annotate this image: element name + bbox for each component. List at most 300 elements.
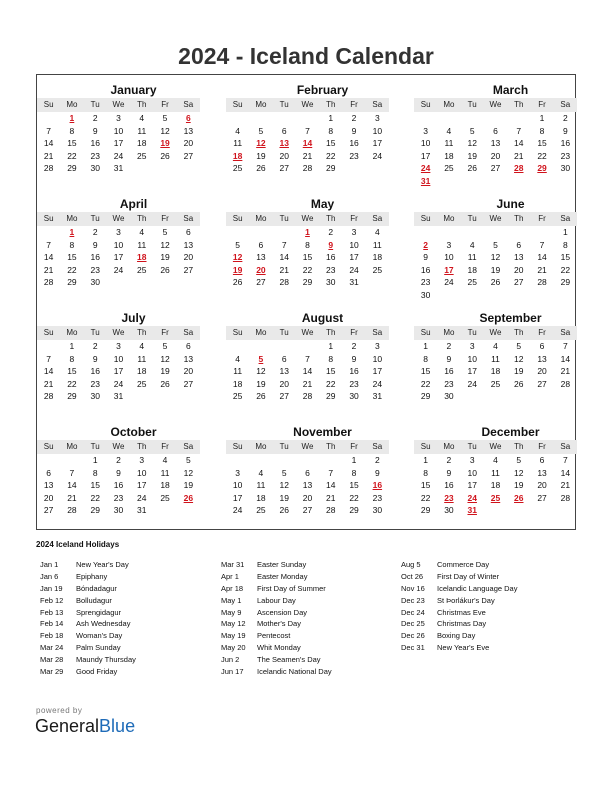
day-cell: 22	[302, 264, 313, 275]
day-cell: 3	[374, 113, 380, 123]
weekday-label: Mo	[66, 100, 78, 109]
empty-cell	[153, 390, 176, 403]
empty-cell	[507, 175, 530, 188]
week-row	[414, 162, 577, 175]
day-cell: 13	[537, 353, 547, 364]
day-cell: 22	[67, 378, 77, 389]
weekday-label: Su	[232, 442, 243, 451]
day-cell: 30	[90, 277, 100, 287]
day-cell: 22	[560, 264, 571, 275]
month-march	[414, 83, 577, 187]
day-cell: 21	[514, 150, 524, 161]
empty-cell	[249, 340, 272, 353]
empty-cell	[461, 390, 484, 403]
week-row	[226, 276, 389, 289]
day-cell: 28	[279, 277, 289, 287]
holiday-date: Aug 5	[401, 560, 421, 569]
holiday-name: Maundy Thursday	[76, 655, 136, 665]
day-cell: 28	[302, 163, 313, 173]
empty-cell	[130, 390, 153, 403]
day-cell: 27	[537, 492, 547, 503]
weekday-label: Fr	[538, 442, 546, 451]
day-cell: 27	[279, 391, 289, 401]
holiday-item	[401, 559, 517, 571]
week-row	[226, 378, 389, 391]
day-cell: 12	[232, 252, 243, 262]
day-cell: 18	[137, 252, 147, 262]
day-cell: 24	[420, 163, 431, 173]
day-cell: 1	[539, 113, 545, 123]
week-row	[226, 479, 389, 492]
day-cell: 8	[562, 239, 568, 250]
weekday-label: Mo	[443, 328, 455, 337]
month-name: May	[310, 197, 335, 211]
holiday-date: Feb 18	[40, 631, 64, 641]
day-cell: 29	[349, 505, 359, 515]
week-row	[37, 504, 200, 517]
week-row	[37, 479, 200, 492]
holiday-item	[40, 642, 136, 654]
day-cell: 6	[258, 239, 264, 250]
day-cell: 9	[92, 125, 98, 136]
weekday-label: Th	[514, 328, 524, 337]
weekday-label: Tu	[467, 328, 477, 337]
day-cell: 13	[490, 138, 501, 148]
weekday-label: Su	[43, 100, 54, 109]
day-cell: 16	[444, 366, 454, 376]
day-cell: 26	[183, 492, 194, 503]
week-row	[37, 378, 200, 391]
day-cell: 31	[349, 277, 359, 287]
day-cell: 14	[67, 480, 77, 490]
weekday-label: Th	[137, 442, 147, 451]
week-row	[226, 137, 389, 150]
holiday-date: May 12	[221, 619, 246, 629]
day-cell: 19	[514, 480, 524, 490]
weekday-label: We	[301, 442, 314, 451]
day-cell: 20	[514, 264, 524, 275]
day-cell: 20	[183, 366, 194, 376]
holiday-item	[40, 571, 136, 583]
week-row	[37, 264, 200, 277]
day-cell: 21	[279, 264, 289, 275]
day-cell: 17	[232, 492, 243, 503]
day-cell: 19	[183, 480, 194, 490]
weekday-label: Mo	[255, 100, 267, 109]
day-cell: 15	[420, 480, 431, 490]
day-cell: 5	[258, 353, 264, 364]
day-cell: 21	[302, 150, 313, 161]
empty-cell	[554, 504, 577, 517]
day-cell: 28	[43, 163, 54, 173]
day-cell: 17	[137, 480, 147, 490]
day-cell: 14	[43, 252, 54, 262]
day-cell: 4	[235, 125, 240, 136]
holiday-item	[221, 595, 332, 607]
week-row	[414, 112, 577, 125]
day-cell: 25	[444, 163, 454, 173]
day-cell: 17	[467, 366, 477, 376]
weekday-label: Mo	[66, 214, 78, 223]
day-cell: 19	[490, 264, 501, 275]
holiday-date: May 19	[221, 631, 246, 641]
empty-cell	[37, 340, 60, 353]
day-cell: 29	[326, 391, 336, 401]
day-cell: 28	[302, 391, 313, 401]
weekday-label: Sa	[560, 442, 571, 451]
day-cell: 25	[490, 492, 501, 503]
holiday-name: New Year's Day	[76, 560, 129, 569]
week-row	[37, 125, 200, 138]
month-name: April	[119, 197, 148, 211]
day-cell: 13	[514, 252, 524, 262]
week-row	[414, 492, 577, 505]
week-row	[226, 365, 389, 378]
weekday-label: Fr	[350, 442, 358, 451]
day-cell: 4	[374, 227, 380, 237]
empty-cell	[484, 390, 507, 403]
day-cell: 16	[420, 264, 431, 275]
day-cell: 1	[328, 341, 334, 351]
day-cell: 21	[560, 366, 571, 376]
weekday-header	[37, 326, 200, 340]
day-cell: 25	[490, 378, 501, 389]
day-cell: 21	[43, 378, 54, 389]
empty-cell	[554, 289, 577, 302]
brand-blue: Blue	[99, 716, 136, 736]
weekday-label: We	[301, 100, 314, 109]
day-cell: 27	[302, 505, 313, 515]
week-row	[414, 365, 577, 378]
day-cell: 20	[183, 252, 194, 262]
weekday-label: We	[301, 328, 314, 337]
day-cell: 23	[444, 378, 454, 389]
weekday-label: Th	[326, 442, 336, 451]
weekday-header	[226, 212, 389, 226]
day-cell: 6	[305, 467, 310, 478]
day-cell: 7	[562, 455, 568, 465]
day-cell: 3	[351, 227, 357, 237]
holiday-name: Mother's Day	[257, 619, 301, 629]
day-cell: 28	[43, 391, 54, 401]
month-november	[226, 425, 389, 517]
empty-cell	[226, 454, 249, 467]
day-cell: 31	[420, 175, 431, 186]
day-cell: 11	[233, 366, 243, 376]
day-cell: 11	[160, 467, 170, 478]
day-cell: 6	[185, 113, 191, 123]
day-cell: 21	[537, 264, 547, 275]
week-row	[414, 289, 577, 302]
day-cell: 10	[467, 467, 477, 478]
week-row	[414, 454, 577, 467]
holiday-name: Christmas Day	[437, 619, 487, 629]
empty-cell	[296, 454, 319, 467]
day-cell: 15	[67, 366, 77, 376]
weekday-label: We	[489, 442, 502, 451]
weekday-header	[37, 212, 200, 226]
empty-cell	[37, 112, 60, 125]
empty-cell	[249, 454, 272, 467]
day-cell: 24	[232, 505, 243, 515]
weekday-header	[226, 440, 389, 454]
day-cell: 18	[232, 378, 243, 389]
day-cell: 10	[113, 353, 124, 364]
day-cell: 3	[235, 467, 240, 478]
empty-cell	[507, 112, 530, 125]
day-cell: 25	[137, 378, 147, 389]
day-cell: 6	[493, 125, 498, 136]
empty-cell	[461, 112, 484, 125]
day-cell: 15	[326, 366, 336, 376]
holiday-item	[221, 559, 332, 571]
weekday-label: Su	[43, 328, 54, 337]
holiday-date: Mar 31	[221, 560, 245, 569]
day-cell: 19	[160, 366, 170, 376]
holiday-name: Bolludagur	[76, 595, 112, 605]
day-cell: 4	[493, 455, 498, 465]
holiday-item	[401, 607, 517, 619]
empty-cell	[177, 162, 200, 175]
day-cell: 11	[372, 239, 382, 250]
day-cell: 20	[302, 492, 313, 503]
day-cell: 20	[537, 366, 547, 376]
holiday-date: Dec 31	[401, 643, 425, 653]
day-cell: 16	[349, 366, 359, 376]
day-cell: 5	[281, 467, 287, 478]
day-cell: 19	[279, 492, 289, 503]
day-cell: 1	[69, 113, 75, 123]
weekday-header	[414, 440, 577, 454]
day-cell: 2	[446, 455, 452, 465]
day-cell: 20	[183, 138, 194, 148]
day-cell: 9	[328, 239, 334, 250]
weekday-label: Mo	[255, 214, 267, 223]
holiday-name: Bóndadagur	[76, 583, 117, 593]
day-cell: 8	[423, 467, 428, 478]
weekday-label: Fr	[350, 100, 358, 109]
day-cell: 21	[67, 492, 77, 503]
holiday-item	[40, 559, 136, 571]
empty-cell	[554, 175, 577, 188]
day-cell: 26	[256, 163, 266, 173]
empty-cell	[130, 276, 153, 289]
holiday-item	[221, 607, 332, 619]
weekday-header	[414, 98, 577, 112]
day-cell: 18	[372, 252, 383, 262]
week-row	[226, 251, 389, 264]
day-cell: 29	[67, 277, 77, 287]
weekday-label: Mo	[255, 328, 267, 337]
month-february	[226, 83, 389, 175]
day-cell: 8	[328, 125, 334, 136]
day-cell: 4	[139, 341, 145, 351]
day-cell: 4	[446, 125, 452, 136]
day-cell: 23	[560, 150, 571, 161]
day-cell: 30	[420, 289, 431, 300]
weekday-label: Sa	[560, 100, 571, 109]
holiday-item	[40, 618, 136, 630]
day-cell: 26	[256, 391, 266, 401]
day-cell: 25	[467, 277, 477, 287]
weekday-label: Th	[137, 214, 147, 223]
holiday-item	[221, 666, 332, 678]
weekday-label: Fr	[161, 442, 169, 451]
day-cell: 16	[560, 138, 571, 148]
weekday-label: Fr	[538, 328, 546, 337]
day-cell: 27	[537, 378, 547, 389]
weekday-label: Sa	[183, 328, 194, 337]
day-cell: 3	[116, 341, 121, 351]
day-cell: 21	[560, 480, 571, 490]
day-cell: 25	[137, 264, 147, 275]
empty-cell	[153, 504, 176, 517]
day-cell: 17	[113, 366, 124, 376]
day-cell: 26	[514, 492, 524, 503]
day-cell: 4	[493, 341, 498, 351]
day-cell: 8	[305, 239, 310, 250]
empty-cell	[461, 175, 484, 188]
weekday-label: Th	[326, 214, 336, 223]
day-cell: 12	[279, 480, 289, 490]
day-cell: 7	[516, 125, 522, 136]
day-cell: 11	[467, 252, 477, 262]
day-cell: 9	[446, 353, 452, 364]
day-cell: 20	[256, 264, 266, 275]
month-january	[37, 83, 200, 175]
day-cell: 29	[560, 277, 571, 287]
day-cell: 5	[162, 341, 168, 351]
day-cell: 23	[420, 277, 431, 287]
day-cell: 1	[305, 227, 310, 237]
day-cell: 15	[67, 138, 77, 148]
empty-cell	[153, 162, 176, 175]
day-cell: 30	[90, 163, 100, 173]
day-cell: 14	[302, 138, 313, 148]
day-cell: 26	[160, 150, 170, 161]
weekday-label: Th	[514, 214, 524, 223]
day-cell: 30	[113, 505, 124, 515]
day-cell: 11	[137, 353, 147, 364]
day-cell: 12	[467, 138, 477, 148]
day-cell: 14	[560, 467, 571, 478]
day-cell: 15	[349, 480, 359, 490]
day-cell: 19	[160, 138, 170, 148]
empty-cell	[507, 226, 530, 239]
day-cell: 29	[67, 391, 77, 401]
day-cell: 17	[467, 480, 477, 490]
day-cell: 16	[113, 480, 124, 490]
week-row	[414, 378, 577, 391]
day-cell: 5	[258, 125, 264, 136]
day-cell: 25	[160, 492, 170, 503]
weekday-label: Fr	[350, 214, 358, 223]
day-cell: 20	[490, 150, 501, 161]
holiday-name: First Day of Summer	[257, 583, 326, 593]
day-cell: 14	[514, 138, 524, 148]
holiday-item	[40, 607, 136, 619]
empty-cell	[530, 390, 553, 403]
week-row	[226, 454, 389, 467]
weekday-header	[226, 326, 389, 340]
empty-cell	[37, 226, 60, 239]
holiday-item	[40, 583, 136, 595]
day-cell: 25	[232, 163, 243, 173]
week-row	[226, 239, 389, 252]
day-cell: 10	[349, 239, 359, 250]
week-row	[414, 150, 577, 163]
month-name: January	[110, 83, 157, 97]
month-name: November	[293, 425, 352, 439]
day-cell: 17	[372, 366, 383, 376]
day-cell: 3	[374, 341, 380, 351]
empty-cell	[484, 289, 507, 302]
holiday-name: Labour Day	[257, 595, 296, 605]
weekday-label: Su	[420, 328, 431, 337]
holiday-date: Apr 18	[221, 583, 244, 593]
holiday-name: New Year's Eve	[437, 643, 490, 653]
holiday-date: Mar 29	[40, 667, 64, 677]
holiday-date: May 20	[221, 643, 246, 653]
holiday-date: Jun 2	[221, 655, 240, 665]
weekday-label: Sa	[183, 442, 194, 451]
weekday-label: Th	[326, 100, 336, 109]
weekday-label: Fr	[538, 214, 546, 223]
day-cell: 11	[233, 138, 243, 148]
day-cell: 13	[183, 125, 194, 136]
weekday-header	[37, 440, 200, 454]
day-cell: 23	[372, 492, 383, 503]
day-cell: 3	[423, 125, 428, 136]
day-cell: 21	[326, 492, 336, 503]
day-cell: 2	[351, 113, 357, 123]
day-cell: 16	[90, 252, 100, 262]
holiday-item	[40, 666, 136, 678]
holiday-name: The Seamen's Day	[257, 655, 321, 665]
day-cell: 29	[420, 391, 431, 401]
week-row	[226, 492, 389, 505]
month-name: December	[481, 425, 540, 439]
week-row	[37, 390, 200, 403]
holiday-name: Commerce Day	[437, 560, 490, 569]
day-cell: 14	[326, 480, 336, 490]
day-cell: 14	[537, 252, 547, 262]
day-cell: 26	[279, 505, 289, 515]
empty-cell	[507, 390, 530, 403]
weekday-label: Fr	[538, 100, 546, 109]
day-cell: 3	[116, 113, 121, 123]
month-september	[414, 311, 577, 403]
day-cell: 11	[491, 467, 500, 478]
week-row	[37, 454, 200, 467]
week-row	[226, 390, 389, 403]
day-cell: 10	[113, 239, 124, 250]
week-row	[37, 467, 200, 480]
day-cell: 1	[351, 455, 357, 465]
holiday-item	[401, 583, 517, 595]
weekday-label: We	[112, 214, 125, 223]
day-cell: 17	[113, 252, 124, 262]
weekday-label: Mo	[443, 100, 455, 109]
empty-cell	[226, 226, 249, 239]
day-cell: 4	[235, 353, 240, 364]
week-row	[37, 226, 200, 239]
day-cell: 8	[539, 125, 545, 136]
empty-cell	[296, 112, 319, 125]
day-cell: 14	[43, 138, 54, 148]
day-cell: 22	[90, 492, 100, 503]
empty-cell	[484, 504, 507, 517]
